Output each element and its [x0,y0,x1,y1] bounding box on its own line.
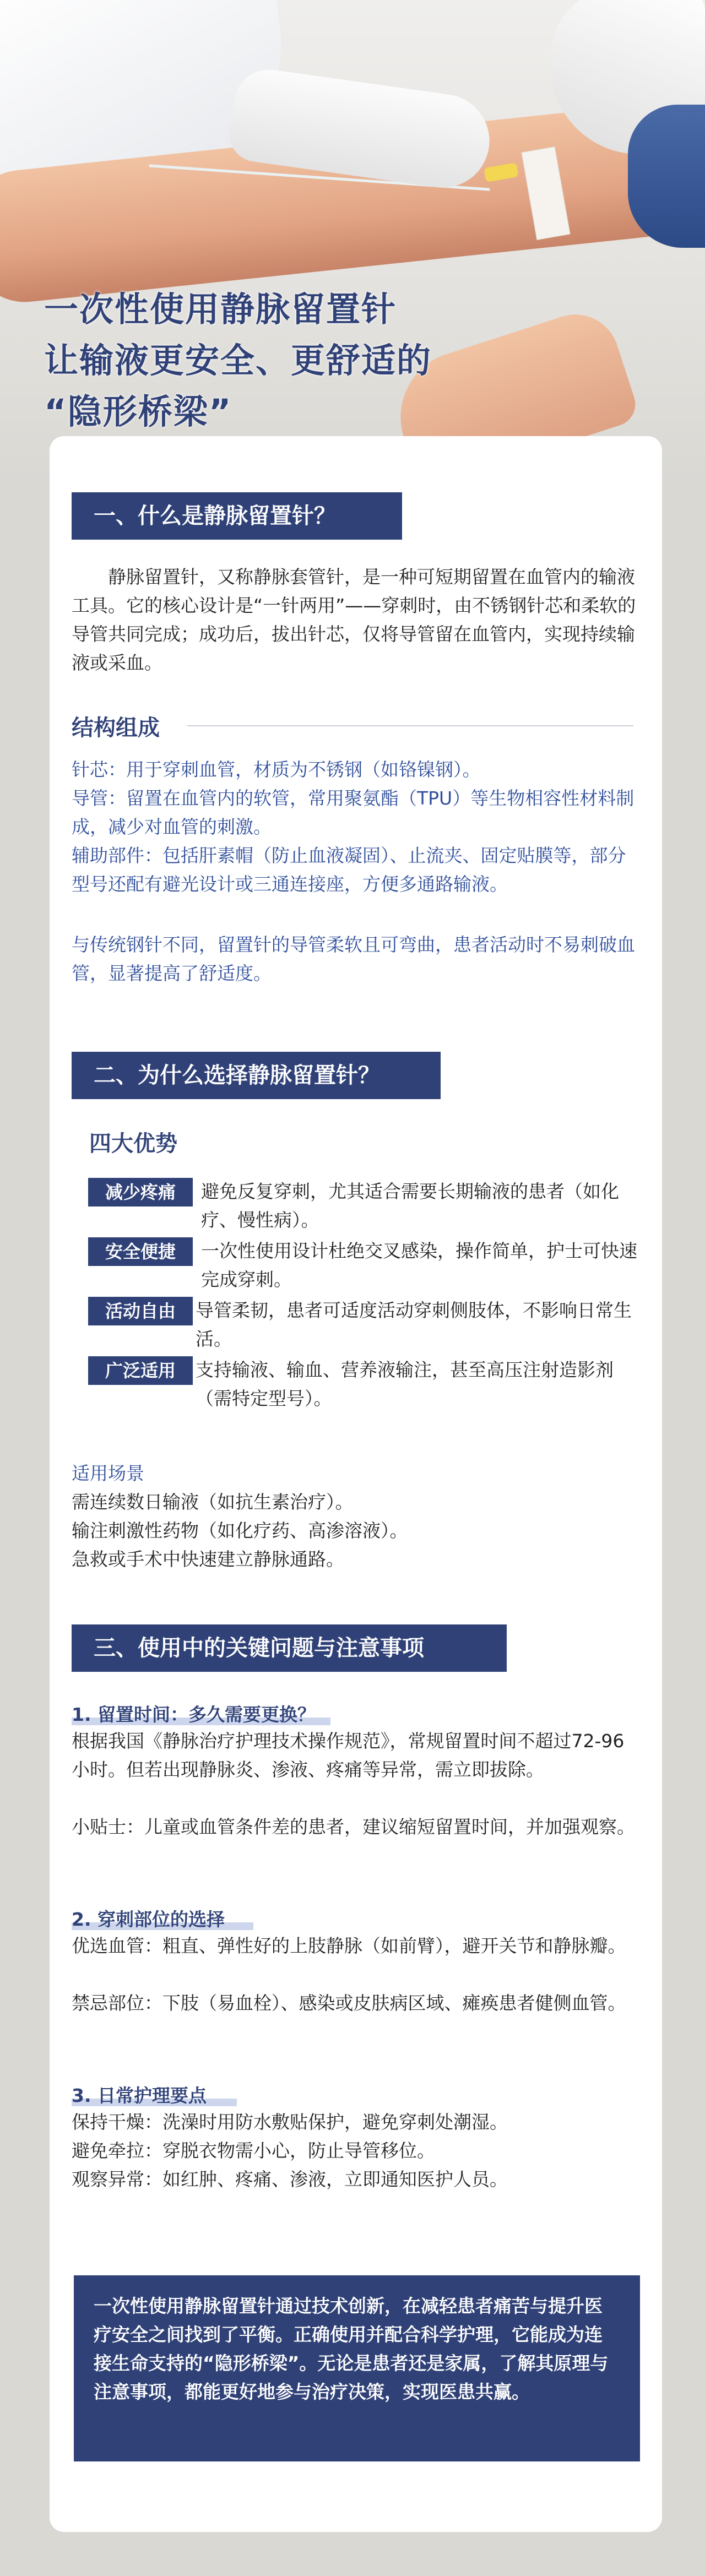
advantage-tag: 减少疼痛 [88,1178,193,1207]
section3-heading: 三、使用中的关键问题与注意事项 [72,1624,507,1672]
advantage-tag: 广泛适用 [88,1356,193,1385]
page-title-line1: 一次性使用静脉留置针 [44,289,397,329]
structure-heading: 结构组成 [72,715,160,741]
advantages-heading: 四大优势 [89,1131,177,1156]
structure-item: 辅助部件：包括肝素帽（防止血液凝固）、止流夹、固定贴膜等，部分型号还配有避光设计或三通连接座，方便多通路输液。 [72,845,626,895]
care-item: 观察异常：如红肿、疼痛、渗液，立即通知医护人员。 [72,2169,508,2190]
advantage-tag: 活动自由 [88,1297,193,1325]
structure-item: 导管：留置在血管内的软管，常用聚氨酯（TPU）等生物相容性材料制成，减少对血管的刺激。 [72,787,634,838]
care-item: 避免牵拉：穿脱衣物需小心，防止导管移位。 [72,2140,435,2161]
scenario-item: 需连续数日输液（如抗生素治疗）。 [72,1491,354,1513]
content-card [50,436,662,2532]
advantage-text: 导管柔韧，患者可适度活动穿刺侧肢体，不影响日常生活。 [196,1300,632,1350]
advantage-tag: 安全便捷 [88,1237,193,1266]
q2-heading [72,1905,225,1931]
blue-sleeve [628,105,705,248]
q2-forbidden: 禁忌部位：下肢（易血栓）、感染或皮肤病区域、瘫痪患者健侧血管。 [72,1992,626,2014]
comparison-note: 与传统钢针不同，留置针的导管柔软且可弯曲，患者活动时不易刺破血管，显著提高了舒适度。 [72,934,635,984]
q2-preferred: 优选血管：粗直、弹性好的上肢静脉（如前臂），避开关节和静脉瓣。 [72,1935,626,1957]
q1-heading-text: 1. 留置时间：多久需要更换？ [72,1704,316,1725]
section2-heading: 二、为什么选择静脉留置针？ [72,1052,441,1099]
q1-tip: 小贴士：儿童或血管条件差的患者，建议缩短留置时间，并加强观察。 [72,1816,635,1838]
advantage-text: 一次性使用设计杜绝交叉感染，操作简单，护士可快速完成穿刺。 [201,1240,637,1290]
q1-text: 根据我国《静脉治疗护理技术操作规范》，常规留置时间不超过72-96小时。但若出现静脉炎、渗液、疼痛等异常，需立即拔除。 [72,1730,625,1780]
conclusion-box: 一次性使用静脉留置针通过技术创新，在减轻患者痛苦与提升医疗安全之间找到了平衡。正确使用并配合科学护理，它能成为连接生命支持的“隐形桥梁”。无论是患者还是家属，了解其原理与注意事项，都能更好地参与治疗决策，实现医患共赢。 [74,2275,640,2461]
structure-rule [187,725,633,726]
advantage-text: 支持输液、输血、营养液输注，甚至高压注射造影剂（需特定型号）。 [196,1359,614,1409]
q3-heading-text: 3. 日常护理要点 [72,2085,207,2106]
q3-heading [72,2082,207,2107]
scenarios-heading: 适用场景 [72,1463,144,1484]
section1-intro: 静脉留置针，又称静脉套管针，是一种可短期留置在血管内的输液工具。它的核心设计是“一针两用”——穿刺时，由不锈钢针芯和柔软的导管共同完成；成功后，拔出针芯，仅将导管留在血管内，实现持续输液或采血。 [72,566,636,673]
structure-item: 针芯：用于穿刺血管，材质为不锈钢（如铬镍钢）。 [72,759,481,780]
advantage-text: 避免反复穿刺，尤其适合需要长期输液的患者（如化疗、慢性病）。 [201,1181,619,1231]
q1-heading [72,1700,316,1726]
q2-heading-text: 2. 穿刺部位的选择 [72,1909,225,1930]
scenario-item: 输注刺激性药物（如化疗药、高渗溶液）。 [72,1520,408,1541]
care-item: 保持干燥：洗澡时用防水敷贴保护，避免穿刺处潮湿。 [72,2111,508,2133]
scenario-item: 急救或手术中快速建立静脉通路。 [72,1548,344,1570]
page-title-line2: 让输液更安全、更舒适的 [44,340,432,381]
page-title-line3: “隐形桥梁” [44,392,232,432]
section1-heading: 一、什么是静脉留置针？ [72,492,402,540]
